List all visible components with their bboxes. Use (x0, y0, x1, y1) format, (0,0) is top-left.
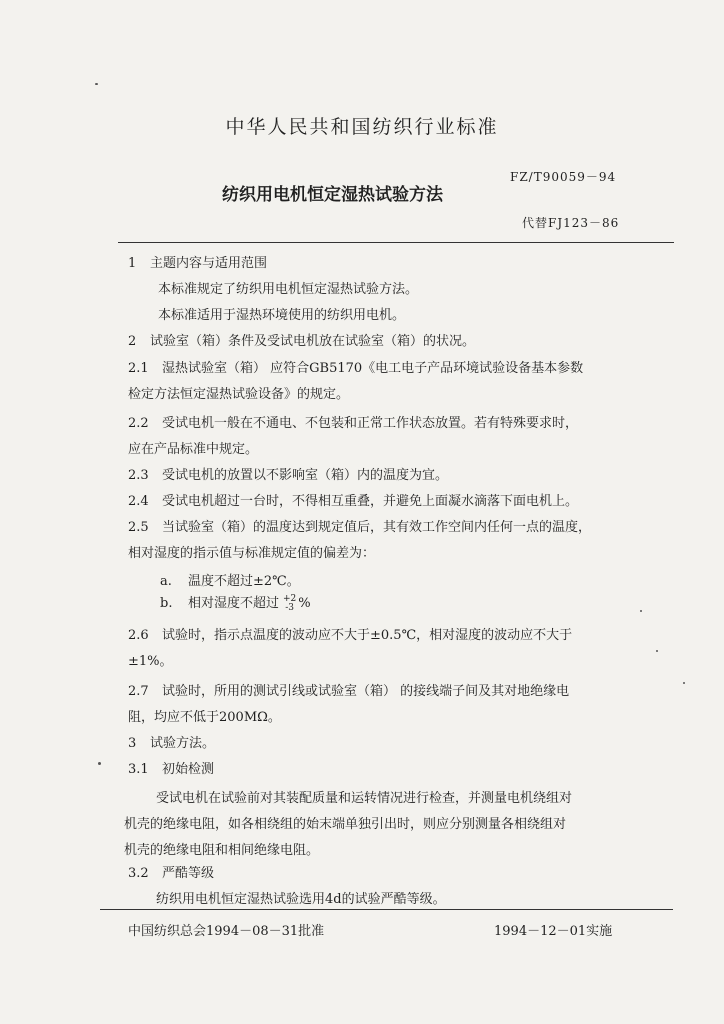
effective-date: 1994－12－01实施 (494, 924, 613, 939)
scan-speck (656, 650, 658, 652)
clause-3-1-para-line2: 机壳的绝缘电阻，如各相绕组的始末端单独引出时，则应分别测量各相绕组对 (124, 817, 567, 832)
clause-3-2: 3.2 严酷等级 (128, 866, 215, 881)
scan-speck (95, 83, 98, 85)
clause-2-5: 2.5 当试验室（箱）的温度达到规定值后，其有效工作空间内任何一点的温度， (128, 520, 592, 535)
scan-speck (98, 762, 101, 765)
section-3-heading: 3 试验方法。 (128, 736, 216, 751)
clause-2-3: 2.3 受试电机的放置以不影响室（箱）内的温度为宜。 (128, 468, 449, 483)
doc-title: 纺织用电机恒定湿热试验方法 (222, 185, 443, 205)
approval-date: 中国纺织总会1994－08－31批准 (128, 924, 325, 939)
standard-title: 中华人民共和国纺织行业标准 (225, 116, 499, 138)
section-1-heading: 1 主题内容与适用范围 (128, 256, 268, 271)
clause-3-2-para: 纺织用电机恒定湿热试验选用4d的试验严酷等级。 (156, 892, 446, 907)
clause-2-6-cont: ±1%。 (128, 654, 173, 669)
section-1-para-1: 本标准规定了纺织用电机恒定湿热试验方法。 (158, 282, 419, 297)
section-1-para-2: 本标准适用于湿热环境使用的纺织用电机。 (158, 308, 406, 323)
clause-2-5-item-b: b. 相对湿度不超过 +2 -3 % (160, 593, 311, 613)
clause-3-1-para-line3: 机壳的绝缘电阻和相间绝缘电阻。 (124, 843, 320, 858)
clause-3-1: 3.1 初始检测 (128, 762, 215, 777)
clause-2-1-cont: 检定方法恒定湿热试验设备》的规定。 (128, 387, 350, 402)
doc-code: FZ/T90059－94 (510, 170, 617, 184)
scan-speck (683, 682, 685, 684)
replaces-code: 代替FJ123－86 (522, 216, 620, 230)
clause-2-5-cont: 相对湿度的指示值与标准规定值的偏差为： (128, 546, 376, 561)
section-2-heading: 2 试验室（箱）条件及受试电机放在试验室（箱）的状况。 (128, 334, 476, 349)
humidity-tolerance: +2 -3 (283, 593, 297, 613)
clause-2-6: 2.6 试验时，指示点温度的波动应不大于±0.5℃，相对湿度的波动应不大于 (128, 628, 573, 643)
clause-2-4: 2.4 受试电机超过一台时，不得相互重叠，并避免上面凝水滴落下面电机上。 (128, 494, 579, 509)
header-divider (118, 242, 674, 243)
clause-2-7: 2.7 试验时，所用的测试引线或试验室（箱） 的接线端子间及其对地绝缘电 (128, 684, 570, 699)
clause-2-7-cont: 阻，均应不低于200MΩ。 (128, 710, 281, 725)
clause-2-2: 2.2 受试电机一般在不通电、不包装和正常工作状态放置。若有特殊要求时， (128, 416, 579, 431)
clause-2-5-item-a: a. 温度不超过±2℃。 (160, 574, 300, 589)
clause-3-1-para-line1: 受试电机在试验前对其装配质量和运转情况进行检查，并测量电机绕组对 (156, 791, 573, 806)
scan-speck (640, 610, 642, 612)
footer-divider (100, 909, 673, 910)
clause-2-2-cont: 应在产品标准中规定。 (128, 442, 259, 457)
clause-2-1: 2.1 湿热试验室（箱） 应符合GB5170《电工电子产品环境试验设备基本参数 (128, 361, 584, 376)
